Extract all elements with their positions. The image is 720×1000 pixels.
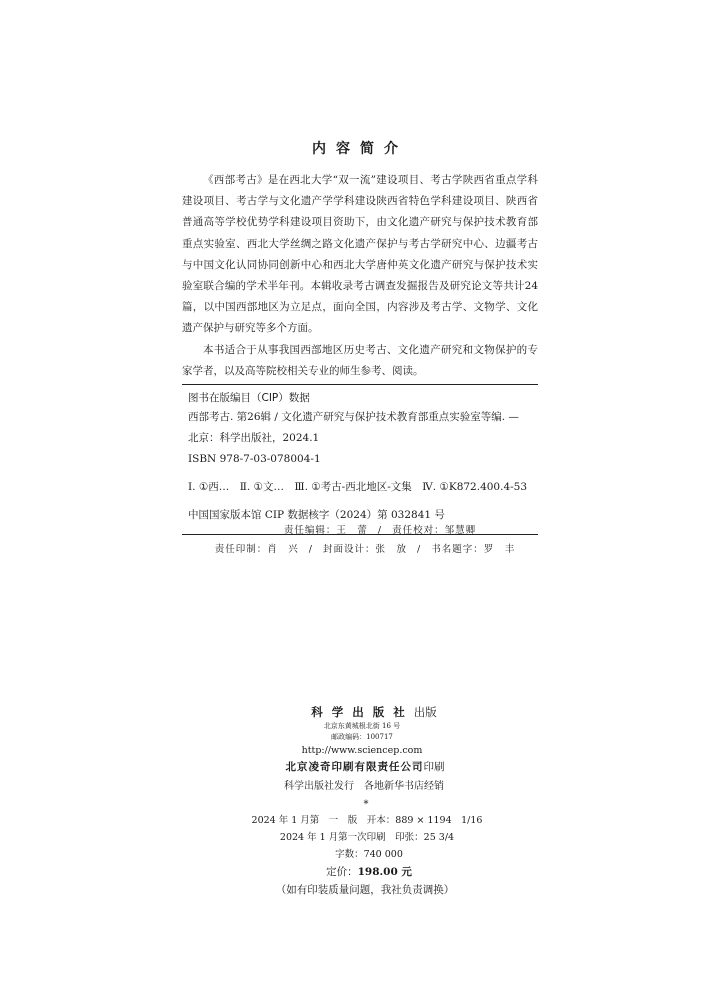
summary-body: [182, 170, 538, 382]
price-label: 定价：: [326, 866, 358, 878]
publisher-line: [0, 703, 720, 721]
divider-star: *: [363, 799, 369, 810]
cover-label: 封面设计：: [322, 544, 376, 555]
editor-label: 责任编辑：: [283, 525, 337, 536]
credits: [0, 521, 720, 559]
credits-separator: /: [377, 525, 383, 536]
price-line: [0, 863, 720, 881]
proofreader-label: 责任校对：: [392, 525, 445, 536]
summary-title: 内容简介: [312, 141, 408, 157]
calligraphy-label: 书名题字：: [431, 544, 484, 555]
distribution-line: 科学出版社发行 各地新华书店经销: [284, 781, 444, 792]
printer-line: [0, 758, 720, 776]
edition-line: 2024 年 1 月第 一 版 开本：889 × 1194 1/16: [251, 815, 483, 826]
publisher-postcode: 邮政编码：100717: [331, 733, 393, 741]
publisher-suffix: 出版: [413, 705, 437, 719]
cip-verification: 中国国家版本馆 CIP 数据核字（2024）第 032841 号: [188, 509, 445, 521]
printing-name: 肖 兴: [267, 544, 299, 555]
cover-name: 张 放: [375, 544, 408, 555]
credits-separator: /: [417, 544, 422, 555]
printing-line: 2024 年 1 月第一次印刷 印张：25 3/4: [279, 832, 455, 843]
quality-note: （如有印装质量问题，我社负责调换）: [275, 884, 455, 896]
proofreader-name: 邹慧卿: [444, 525, 477, 536]
publisher-name: 科学出版社: [311, 705, 414, 719]
credits-row-production: [0, 540, 720, 559]
price-value: 198.00 元: [357, 866, 412, 878]
publisher-address: 北京东黄城根北街 16 号: [323, 722, 401, 730]
cip-heading: 图书在版编目（CIP）数据: [188, 392, 310, 404]
credits-row-editing: [0, 521, 720, 540]
cip-block: [182, 384, 538, 535]
word-count: 字数：740 000: [335, 849, 403, 860]
cip-title-line: 西部考古. 第26辑 / 文化遗产研究与保护技术教育部重点实验室等编. —: [188, 411, 519, 423]
credits-separator: /: [308, 544, 313, 555]
colophon: [0, 703, 720, 899]
cip-isbn-line: ISBN 978-7-03-078004-1: [188, 453, 321, 465]
cip-classification: Ⅰ. ①西… Ⅱ. ①文… Ⅲ. ①考古-西北地区-文集 Ⅳ. ①K872.400.4-53: [188, 481, 528, 493]
printer-name: 北京凌奇印刷有限责任公司: [285, 761, 424, 773]
printer-suffix: 印刷: [423, 761, 445, 773]
summary-paragraph-2: 本书适合于从事我国西部地区历史考古、文化遗产研究和文物保护的专家学者，以及高等院校相关专业的师生参考、阅读。: [182, 343, 538, 377]
editor-name: 王 蕾: [336, 525, 368, 536]
summary-paragraph-1: 《西部考古》是在西北大学“双一流”建设项目、考古学陕西省重点学科建设项目、考古学与文化遗产学学科建设陕西省特色学科建设项目、陕西省普通高等学校优势学科建设项目资助下，由文化遗产研究与保护技术教育部重点实验室、西北大学丝绸之路文化遗产保护与考古学研究中心、边疆考古与中国文化认同协同创新中心和西北大学唐仲英文化遗产研究与保护技术实验室联合编的学术半年刊。本辑收录考古调查发掘报告及研究论文等共计24篇，以中国西部地区为立足点，面向全国，内容涉及考古学、文物学、文化遗产保护与研究等多个方面。: [182, 174, 538, 335]
cip-publisher-line: 北京：科学出版社，2024.1: [188, 432, 320, 444]
calligraphy-name: 罗 丰: [483, 544, 516, 555]
publisher-url: http://www.sciencep.com: [301, 745, 423, 756]
printing-label: 责任印制：: [214, 544, 268, 555]
